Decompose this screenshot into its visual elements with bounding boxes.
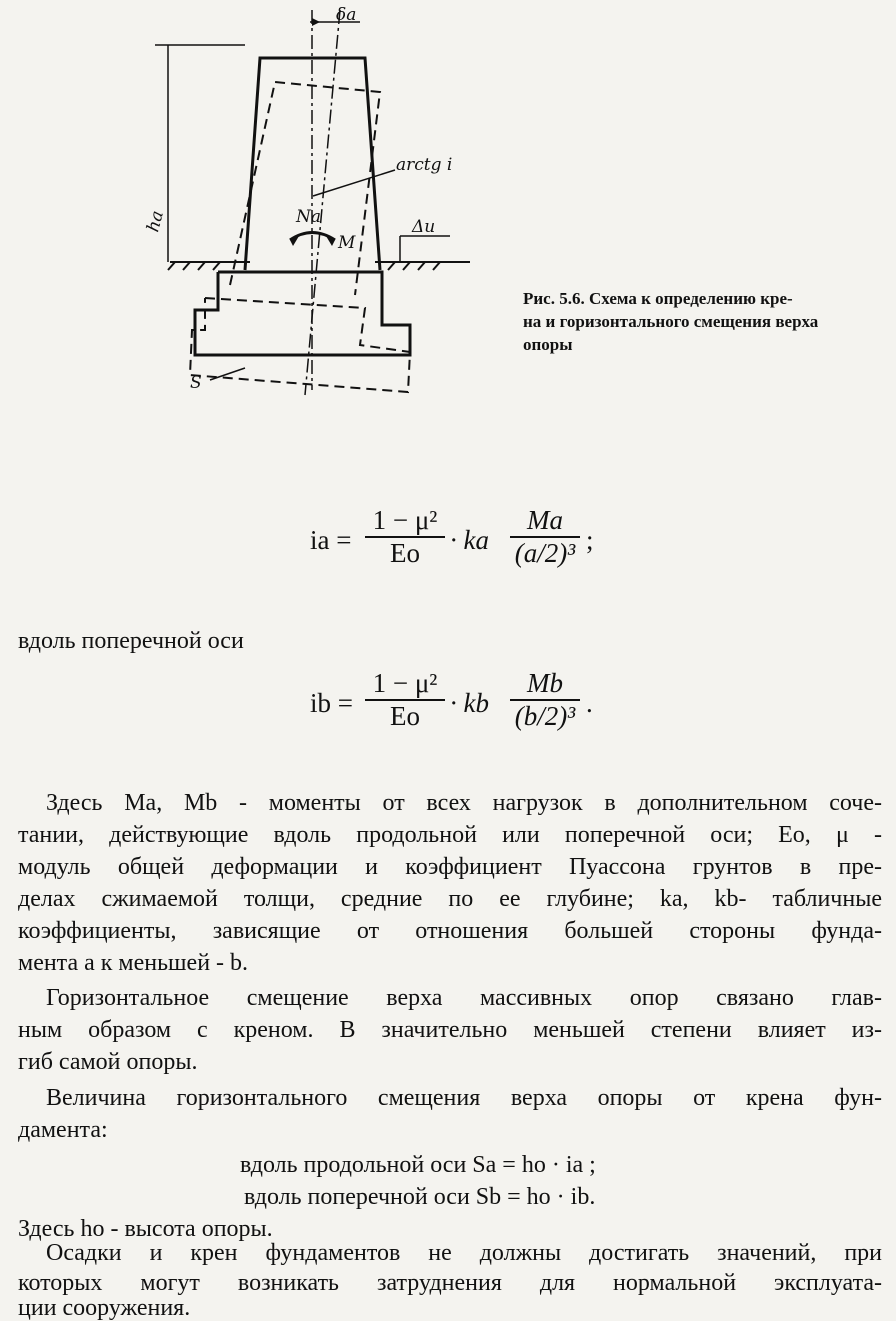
formula-ib-frac2 bbox=[510, 668, 580, 732]
equation-transverse: вдоль поперечной оси Sb = ho · ib. bbox=[244, 1184, 596, 1210]
height-definition: Здесь ho - высота опоры. bbox=[18, 1216, 273, 1242]
caption-line: Рис. 5.6. Схема к определению кре- bbox=[523, 289, 793, 308]
formula-ia-end: ; bbox=[586, 525, 594, 555]
paragraph-line: Осадки и крен фундаментов не должны достигать значений, при bbox=[46, 1240, 882, 1266]
ground-line bbox=[168, 262, 470, 270]
paragraph-line: модуль общей деформации и коэффициент Пуассона грунтов в пре- bbox=[18, 854, 882, 880]
caption-line: опоры bbox=[523, 335, 573, 354]
formula-ia-den1: Eo bbox=[390, 538, 420, 568]
label-top-shift: δa bbox=[336, 5, 357, 25]
label-moment: M bbox=[338, 233, 356, 253]
paragraph-line: Величина горизонтального смещения верха опоры от крена фун- bbox=[46, 1085, 882, 1111]
paragraph-line: Горизонтальное смещение верха массивных опор связано глав- bbox=[46, 985, 882, 1011]
paragraph-line: дамента: bbox=[18, 1117, 108, 1143]
formula-ia-num1: 1 − μ² bbox=[372, 505, 438, 535]
formula-ib-num2: Mb bbox=[527, 668, 563, 698]
formula-ib-frac1 bbox=[365, 668, 445, 732]
paragraph-line: гиб самой опоры. bbox=[18, 1049, 198, 1075]
label-axial-force: Na bbox=[296, 207, 322, 227]
label-height: ha bbox=[143, 208, 169, 235]
formula-ib-mid: · kb bbox=[450, 688, 489, 718]
pier-scheme-drawing bbox=[143, 0, 490, 400]
equation-longitudinal: вдоль продольной оси Sa = ho · ia ; bbox=[240, 1152, 596, 1178]
paragraph-line: коэффициенты, зависящие от отношения большей стороны фунда- bbox=[18, 918, 882, 944]
formula-ia-num2: Ma bbox=[527, 505, 563, 535]
formula-ib-end: . bbox=[586, 688, 593, 718]
paragraph-line: мента a к меньшей - b. bbox=[18, 950, 249, 976]
formula-ib-den1: Eo bbox=[390, 701, 420, 731]
formula-ia-lhs: ia = bbox=[310, 525, 352, 555]
formula-ib-num1: 1 − μ² bbox=[372, 668, 438, 698]
paragraph-line: ным образом с креном. В значительно меньшей степени влияет из- bbox=[18, 1017, 882, 1043]
transverse-axis-label: вдоль поперечной оси bbox=[18, 628, 244, 654]
formula-ib bbox=[310, 668, 610, 788]
pier-axes bbox=[155, 10, 453, 395]
paragraph-line: ции сооружения. bbox=[18, 1295, 191, 1321]
paragraph-line: делах сжимаемой толщи, средние по ее глубине; ka, kb- табличные bbox=[18, 886, 882, 912]
formula-ia-den2: (a/2)³ bbox=[514, 538, 576, 568]
caption-line: на и горизонтального смещения верха bbox=[523, 312, 819, 331]
formula-ib-den2: (b/2)³ bbox=[514, 701, 576, 731]
label-delta-u: Δu bbox=[412, 217, 436, 237]
formula-ia bbox=[310, 505, 610, 625]
figure-caption bbox=[523, 287, 891, 356]
label-bottom-shift: S bbox=[190, 373, 202, 393]
formula-ia-frac1 bbox=[365, 505, 445, 569]
label-slope: arctg i bbox=[396, 155, 453, 175]
formula-ia-frac2 bbox=[510, 505, 580, 569]
paragraph-line: Здесь Ma, Mb - моменты от всех нагрузок в дополнительном соче- bbox=[46, 790, 882, 816]
footing-outline bbox=[195, 272, 410, 355]
formula-ia-mid: · ka bbox=[450, 525, 489, 555]
paragraph-line: тании, действующие вдоль продольной или поперечной оси; Eo, μ - bbox=[18, 822, 882, 848]
pier-scheme-figure bbox=[143, 0, 490, 400]
paragraph-line: которых могут возникать затруднения для нормальной эксплуата- bbox=[18, 1270, 882, 1296]
formula-ib-lhs: ib = bbox=[310, 688, 353, 718]
